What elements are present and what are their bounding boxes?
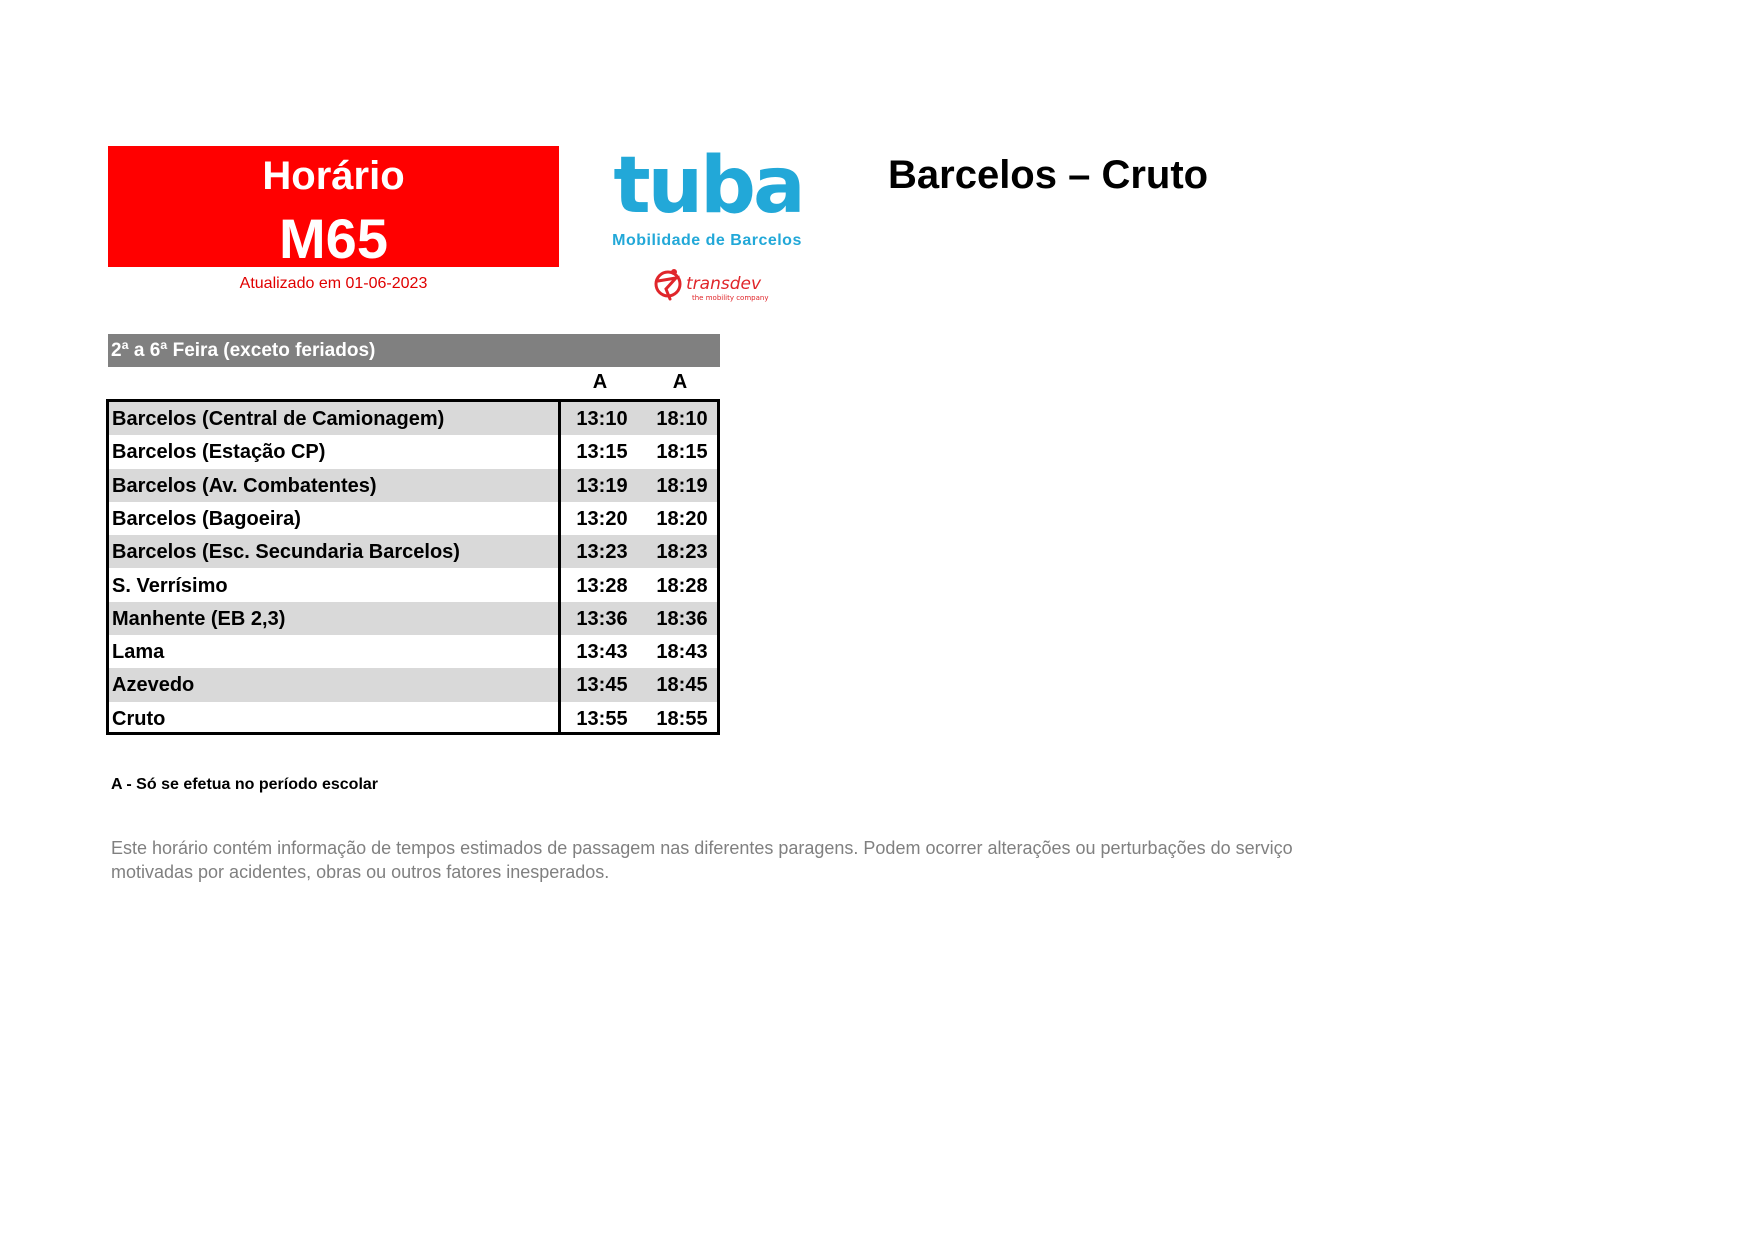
table-row <box>109 602 717 635</box>
departure-time: 13:28 <box>576 574 628 597</box>
line-code: M65 <box>279 207 388 270</box>
transdev-tagline: the mobility company <box>692 294 769 302</box>
departure-time: 13:10 <box>576 408 628 430</box>
departure-time: 13:55 <box>576 707 628 730</box>
departure-time: 18:23 <box>656 541 708 564</box>
departure-time: 18:19 <box>656 474 708 497</box>
tuba-logo-subtitle: Mobilidade de Barcelos <box>612 232 802 249</box>
stop-name: Lama <box>112 641 165 664</box>
table-row <box>109 569 717 602</box>
stop-name: Barcelos (Central de Camionagem) <box>112 408 445 430</box>
tuba-logo <box>572 146 847 226</box>
schedule-label: Horário <box>262 154 405 198</box>
stop-name: Manhente (EB 2,3) <box>112 607 286 630</box>
departure-time: 18:20 <box>656 507 708 530</box>
departure-time: 13:20 <box>576 507 628 530</box>
stop-name: Azevedo <box>112 674 195 697</box>
table-row <box>109 635 717 668</box>
departure-time: 13:43 <box>576 641 628 664</box>
tuba-logo-word: tuba <box>613 146 803 226</box>
stop-name: Barcelos (Esc. Secundaria Barcelos) <box>112 541 460 564</box>
column-header-2: A <box>672 371 688 393</box>
departure-time: 18:28 <box>656 574 708 597</box>
column-divider <box>558 402 561 732</box>
updated-date: Atualizado em 01-06-2023 <box>239 275 428 292</box>
table-row <box>109 702 717 735</box>
table-row <box>109 535 717 568</box>
departure-time: 18:36 <box>656 607 708 630</box>
table-row <box>109 668 717 701</box>
table-row <box>109 435 717 468</box>
stop-name: Barcelos (Bagoeira) <box>112 507 301 530</box>
table-row <box>109 402 717 435</box>
table-row <box>109 469 717 502</box>
disclaimer-text: Este horário contém informação de tempos estimados de passagem nas diferentes paragens. Podem ocorrer alterações ou perturbações do serviço motivadas por acidentes, obras ou outros fatores inesperados. <box>111 838 1293 882</box>
day-type-bar: 2ª a 6ª Feira (exceto feriados) <box>108 334 720 367</box>
legend-note: A - Só se efetua no período escolar <box>111 776 379 793</box>
table-row <box>109 502 717 535</box>
departure-time: 13:36 <box>576 607 628 630</box>
timetable <box>106 399 720 735</box>
column-header-1: A <box>592 371 608 393</box>
departure-time: 18:10 <box>656 408 708 430</box>
departure-time: 13:15 <box>576 441 628 464</box>
transdev-word: transdev <box>686 274 762 294</box>
departure-time: 13:45 <box>576 674 628 697</box>
departure-time: 13:23 <box>576 541 628 564</box>
route-title: Barcelos – Cruto <box>888 153 1209 197</box>
stop-name: Barcelos (Av. Combatentes) <box>112 474 377 497</box>
line-header-box <box>108 146 559 270</box>
departure-time: 18:45 <box>656 674 708 697</box>
stop-name: Cruto <box>112 707 166 730</box>
departure-time: 18:15 <box>656 441 708 464</box>
stop-name: Barcelos (Estação CP) <box>112 441 326 464</box>
transdev-runner-icon <box>656 269 680 299</box>
departure-time: 18:55 <box>656 707 708 730</box>
departure-time: 13:19 <box>576 474 628 497</box>
transdev-logo <box>652 267 772 307</box>
stop-name: S. Verrísimo <box>112 574 228 597</box>
departure-time: 18:43 <box>656 641 708 664</box>
